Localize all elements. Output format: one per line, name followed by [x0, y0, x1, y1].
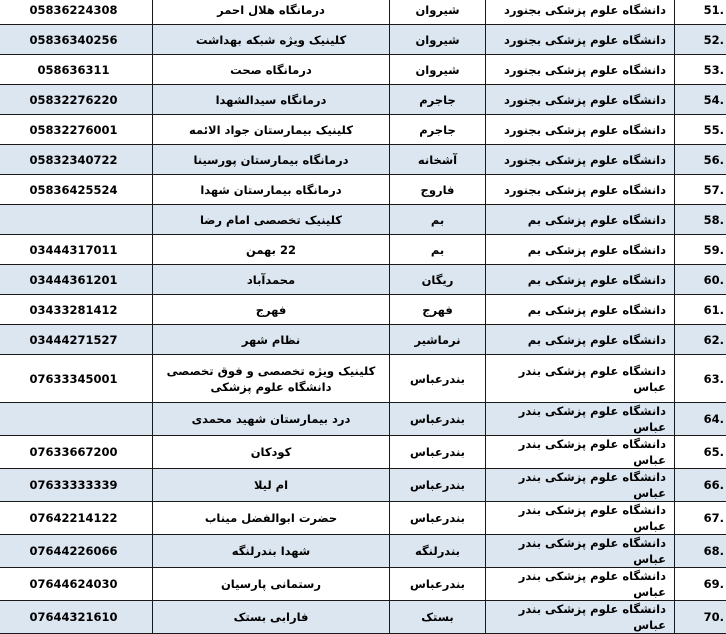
facility-cell: درد بیمارستان شهید محمدی — [153, 403, 390, 436]
facility-cell: کلینیک بیمارستان جواد الائمه — [153, 115, 390, 145]
row-number: 56. — [675, 145, 726, 175]
facility-cell: رستمانی پارسیان — [153, 568, 390, 601]
row-number: 51. — [675, 0, 726, 25]
university-cell: دانشگاه علوم پزشکی بندر عباس — [486, 403, 675, 436]
city-cell: جاجرم — [390, 85, 486, 115]
phone-cell: 07633667200 — [0, 436, 153, 469]
university-cell: دانشگاه علوم پزشکی بم — [486, 325, 675, 355]
university-cell: دانشگاه علوم پزشکی بندر عباس — [486, 535, 675, 568]
city-cell: فاروج — [390, 175, 486, 205]
city-cell: ریگان — [390, 265, 486, 295]
row-number: 66. — [675, 469, 726, 502]
phone-cell: 05836224308 — [0, 0, 153, 25]
phone-cell: 03433281412 — [0, 295, 153, 325]
row-number: 54. — [675, 85, 726, 115]
phone-cell: 03444317011 — [0, 235, 153, 265]
city-cell: بندرعباس — [390, 469, 486, 502]
university-cell: دانشگاه علوم پزشکی بندر عباس — [486, 601, 675, 634]
phone-cell: 05836425524 — [0, 175, 153, 205]
university-cell: دانشگاه علوم پزشکی بجنورد — [486, 145, 675, 175]
phone-cell: 05832276001 — [0, 115, 153, 145]
phone-cell: 07644226066 — [0, 535, 153, 568]
phone-cell: 07644624030 — [0, 568, 153, 601]
phone-cell: 07644321610 — [0, 601, 153, 634]
row-number: 69. — [675, 568, 726, 601]
city-cell: بندرعباس — [390, 403, 486, 436]
phone-cell: 03444271527 — [0, 325, 153, 355]
university-cell: دانشگاه علوم پزشکی بجنورد — [486, 175, 675, 205]
university-cell: دانشگاه علوم پزشکی بندر عباس — [486, 568, 675, 601]
city-cell: فهرج — [390, 295, 486, 325]
phone-cell: 058636311 — [0, 55, 153, 85]
row-number: 52. — [675, 25, 726, 55]
university-cell: دانشگاه علوم پزشکی بم — [486, 205, 675, 235]
city-cell: شیروان — [390, 55, 486, 85]
facility-cell: درمانگاه سیدالشهدا — [153, 85, 390, 115]
row-number: 61. — [675, 295, 726, 325]
facility-cell: فارابی بستک — [153, 601, 390, 634]
phone-cell: 03444361201 — [0, 265, 153, 295]
row-number: 59. — [675, 235, 726, 265]
city-cell: شیروان — [390, 0, 486, 25]
city-cell: بندرلنگه — [390, 535, 486, 568]
row-number: 62. — [675, 325, 726, 355]
row-number: 57. — [675, 175, 726, 205]
facility-cell: کودکان — [153, 436, 390, 469]
row-number: 53. — [675, 55, 726, 85]
row-number: 65. — [675, 436, 726, 469]
phone-cell: 05832340722 — [0, 145, 153, 175]
facility-cell: کلینیک ویژه شبکه بهداشت — [153, 25, 390, 55]
phone-cell — [0, 205, 153, 235]
city-cell: بندرعباس — [390, 568, 486, 601]
university-cell: دانشگاه علوم پزشکی بندر عباس — [486, 502, 675, 535]
university-cell: دانشگاه علوم پزشکی بم — [486, 235, 675, 265]
row-number: 55. — [675, 115, 726, 145]
city-cell: شیروان — [390, 25, 486, 55]
row-number: 68. — [675, 535, 726, 568]
university-cell: دانشگاه علوم پزشکی بندر عباس — [486, 355, 675, 403]
facility-cell: درمانگاه صحت — [153, 55, 390, 85]
phone-cell: 07642214122 — [0, 502, 153, 535]
facility-cell: حضرت ابوالفضل میناب — [153, 502, 390, 535]
phone-cell: 05832276220 — [0, 85, 153, 115]
university-cell: دانشگاه علوم پزشکی بجنورد — [486, 85, 675, 115]
university-cell: دانشگاه علوم پزشکی بجنورد — [486, 25, 675, 55]
city-cell: بندرعباس — [390, 355, 486, 403]
city-cell: بندرعباس — [390, 436, 486, 469]
row-number: 58. — [675, 205, 726, 235]
city-cell: بم — [390, 205, 486, 235]
city-cell: بندرعباس — [390, 502, 486, 535]
facility-cell: ام لیلا — [153, 469, 390, 502]
row-number: 64. — [675, 403, 726, 436]
row-number: 63. — [675, 355, 726, 403]
row-number: 70. — [675, 601, 726, 634]
row-number: 67. — [675, 502, 726, 535]
row-number: 60. — [675, 265, 726, 295]
facility-cell: فهرج — [153, 295, 390, 325]
phone-cell — [0, 403, 153, 436]
university-cell: دانشگاه علوم پزشکی بندر عباس — [486, 436, 675, 469]
university-cell: دانشگاه علوم پزشکی بم — [486, 265, 675, 295]
facility-cell: درمانگاه هلال احمر — [153, 0, 390, 25]
university-cell: دانشگاه علوم پزشکی بجنورد — [486, 115, 675, 145]
facility-cell: شهدا بندرلنگه — [153, 535, 390, 568]
university-cell: دانشگاه علوم پزشکی بجنورد — [486, 0, 675, 25]
facility-cell: 22 بهمن — [153, 235, 390, 265]
facility-cell: نظام شهر — [153, 325, 390, 355]
facility-cell: محمدآباد — [153, 265, 390, 295]
city-cell: بم — [390, 235, 486, 265]
university-cell: دانشگاه علوم پزشکی بندر عباس — [486, 469, 675, 502]
phone-cell: 07633345001 — [0, 355, 153, 403]
facility-cell: درمانگاه بیمارستان شهدا — [153, 175, 390, 205]
city-cell: بستک — [390, 601, 486, 634]
city-cell: جاجرم — [390, 115, 486, 145]
city-cell: نرماشیر — [390, 325, 486, 355]
city-cell: آشخانه — [390, 145, 486, 175]
phone-cell: 05836340256 — [0, 25, 153, 55]
university-cell: دانشگاه علوم پزشکی بم — [486, 295, 675, 325]
phone-cell: 07633333339 — [0, 469, 153, 502]
facility-cell: کلینیک ویژه تخصصی و فوق تخصصی دانشگاه علوم پزشکی — [153, 355, 390, 403]
facility-cell: کلینیک تخصصی امام رضا — [153, 205, 390, 235]
university-cell: دانشگاه علوم پزشکی بجنورد — [486, 55, 675, 85]
facility-cell: درمانگاه بیمارستان پورسینا — [153, 145, 390, 175]
